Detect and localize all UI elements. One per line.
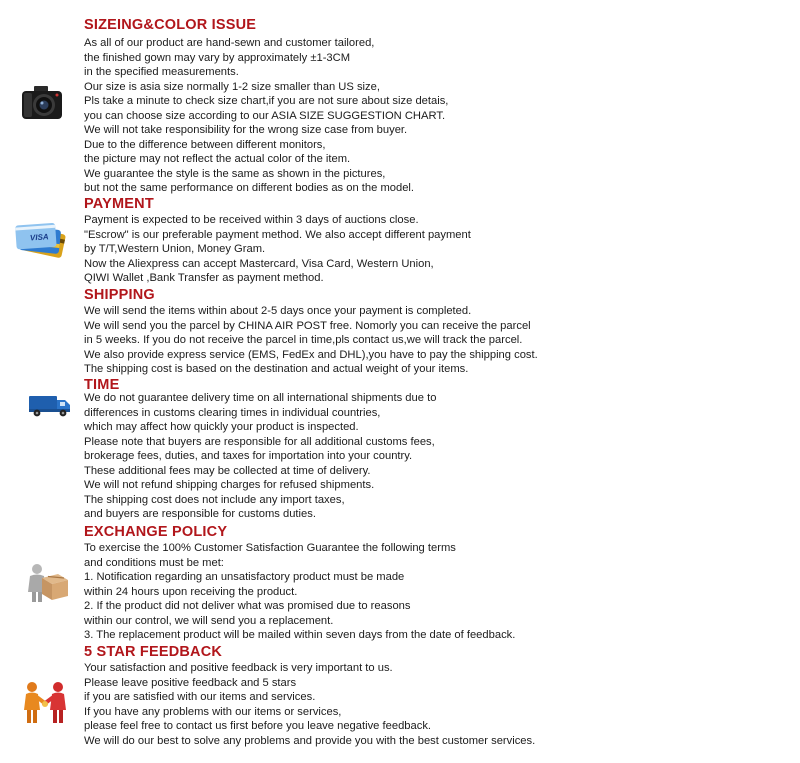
section-body-shipping <box>84 304 538 377</box>
text-line: We will do our best to solve any problems and provide you with the best customer services. <box>84 734 536 747</box>
text-line: which may affect how quickly your product is inspected. <box>84 421 359 434</box>
text-line: We will send the items within about 2-5 days once your payment is completed. <box>84 305 472 317</box>
text-line: please feel free to contact us first before you leave negative feedback. <box>84 720 432 733</box>
text-line: 1. Notification regarding an unsatisfactory product must be made <box>84 571 405 584</box>
text-line: by T/T,Western Union, Money Gram. <box>84 243 266 256</box>
text-line: and buyers are responsible for customs duties. <box>84 508 316 521</box>
text-line: but not the same performance on different bodies as on the model. <box>84 182 415 195</box>
section-title-shipping: SHIPPING <box>84 287 155 303</box>
text-line: in the specified measurements. <box>84 66 239 79</box>
text-line: Your satisfaction and positive feedback is very important to us. <box>84 662 393 674</box>
text-line: the finished gown may vary by approximately ±1-3CM <box>84 51 351 64</box>
text-line: if you are satisfied with our items and services. <box>84 691 316 704</box>
text-line: To exercise the 100% Customer Satisfaction Guarantee the following terms <box>84 542 456 554</box>
courier-box-icon <box>24 562 70 604</box>
card-label: VISA <box>29 232 49 243</box>
section-body-payment <box>84 213 471 286</box>
text-line: The shipping cost does not include any import taxes, <box>84 493 345 506</box>
text-line: We do not guarantee delivery time on all international shipments due to <box>84 392 437 404</box>
text-line: As all of our product are hand-sewn and customer tailored, <box>84 37 375 49</box>
delivery-truck-icon <box>28 394 72 418</box>
text-line: and conditions must be met: <box>84 556 224 569</box>
section-body-sizing <box>84 36 448 196</box>
text-line: within 24 hours upon receiving the product. <box>84 585 298 598</box>
text-line: you can choose size according to our ASIA SIZE SUGGESTION CHART. <box>84 109 446 122</box>
text-line: We will not refund shipping charges for refused shipments. <box>84 479 375 492</box>
section-title-time: TIME <box>84 377 120 393</box>
text-line: Please note that buyers are responsible for all additional customs fees, <box>84 435 435 448</box>
section-title-sizing: SIZEING&COLOR ISSUE <box>84 17 257 33</box>
text-line: The shipping cost is based on the destination and actual weight of your items. <box>84 363 469 376</box>
text-line: within our control, we will send you a replacement. <box>84 614 334 627</box>
section-body-feedback <box>84 661 535 748</box>
text-line: If you have any problems with our items or services, <box>84 705 342 718</box>
text-line: Please leave positive feedback and 5 stars <box>84 676 297 689</box>
text-line: We also provide express service (EMS, FedEx and DHL),you have to pay the shipping cost. <box>84 348 538 361</box>
text-line: These additional fees may be collected at time of delivery. <box>84 464 371 477</box>
text-line: 2. If the product did not deliver what was promised due to reasons <box>84 600 411 613</box>
text-line: Now the Aliexpress can accept Mastercard, Visa Card, Western Union, <box>84 257 434 270</box>
text-line: We will not take responsibility for the wrong size case from buyer. <box>84 124 408 137</box>
text-line: Pls take a minute to check size chart,if you are not sure about size detais, <box>84 95 449 108</box>
text-line: Payment is expected to be received within 3 days of auctions close. <box>84 214 419 226</box>
text-line: in 5 weeks. If you do not receive the parcel in time,pls contact us,we will track the parcel. <box>84 334 523 347</box>
text-line: Due to the difference between different monitors, <box>84 138 326 151</box>
text-line: the picture may not reflect the actual color of the item. <box>84 153 351 166</box>
section-body-exchange <box>84 541 515 643</box>
text-line: Our size is asia size normally 1-2 size smaller than US size, <box>84 80 380 93</box>
text-line: differences in customs clearing times in individual countries, <box>84 406 381 419</box>
section-body-time <box>84 391 436 522</box>
text-line: "Escrow" is our preferable payment method. We also accept different payment <box>84 228 471 241</box>
text-line: 3. The replacement product will be mailed within seven days from the date of feedback. <box>84 629 516 642</box>
section-title-payment: PAYMENT <box>84 196 154 212</box>
camera-icon <box>20 84 64 122</box>
handshake-icon <box>22 680 68 726</box>
credit-cards-icon <box>12 220 72 262</box>
text-line: QIWI Wallet ,Bank Transfer as payment method. <box>84 272 324 285</box>
section-title-feedback: 5 STAR FEEDBACK <box>84 644 223 660</box>
text-line: We will send you the parcel by CHINA AIR POST free. Nomorly you can receive the parcel <box>84 319 531 332</box>
section-title-exchange: EXCHANGE POLICY <box>84 524 228 540</box>
text-line: brokerage fees, duties, and taxes for importation into your country. <box>84 450 413 463</box>
text-line: We guarantee the style is the same as shown in the pictures, <box>84 167 386 180</box>
